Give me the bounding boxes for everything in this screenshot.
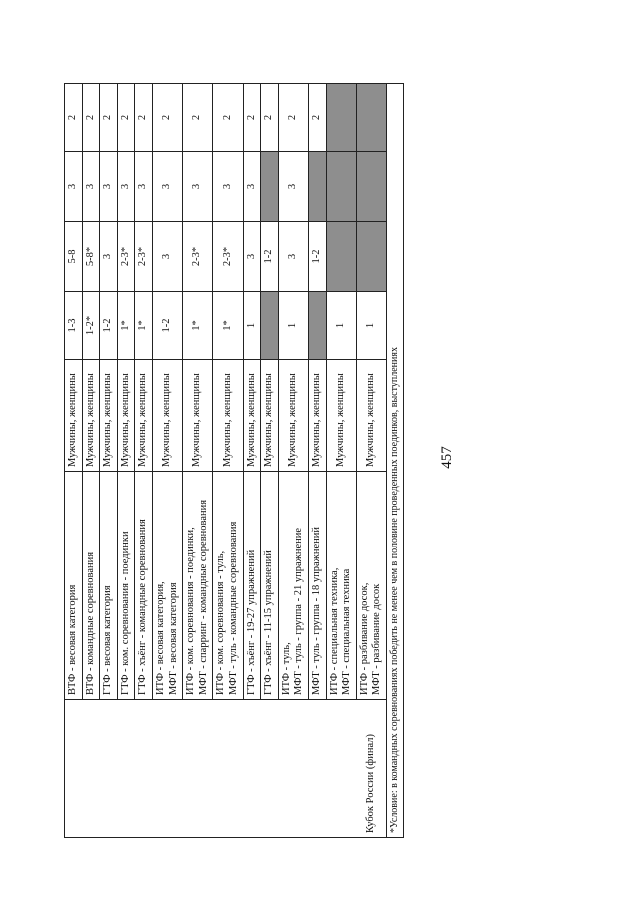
gender-cell: Мужчины, женщины: [356, 360, 386, 472]
place-cell: 2: [308, 84, 326, 152]
discipline-cell: ИТФ - туль, МФТ - туль - группа - 21 упражнение: [278, 472, 308, 700]
place-cell: 2: [152, 84, 182, 152]
gender-cell: Мужчины, женщины: [117, 360, 135, 472]
place-cell: 3: [100, 222, 118, 292]
page-number: 457: [438, 446, 455, 469]
gender-cell: Мужчины, женщины: [278, 360, 308, 472]
place-cell: 3: [152, 152, 182, 222]
place-cell: 3: [100, 152, 118, 222]
place-cell: 2-3*: [183, 222, 213, 292]
place-cell: 2: [65, 84, 83, 152]
place-cell: 3: [152, 222, 182, 292]
place-cell: 1-2: [100, 292, 118, 360]
discipline-cell: ВТФ - командные соревнования: [82, 472, 100, 700]
gender-cell: Мужчины, женщины: [100, 360, 118, 472]
discipline-cell: ГТФ - хъёнг - 19-27 упражнений: [243, 472, 261, 700]
place-cell: 1*: [213, 292, 243, 360]
place-cell: 2: [100, 84, 118, 152]
place-cell: [326, 152, 356, 222]
table-row: [65, 84, 83, 838]
place-cell: 2: [183, 84, 213, 152]
place-cell: 3: [243, 222, 261, 292]
discipline-cell: МФТ - туль - группа - 18 упражнений: [308, 472, 326, 700]
competition-name: Кубок России (финал): [65, 700, 387, 838]
gender-cell: Мужчины, женщины: [261, 360, 279, 472]
place-cell: 1*: [135, 292, 153, 360]
discipline-cell: ИТФ - ком. соревнования - туль, МФТ - туль - командные соревнования: [213, 472, 243, 700]
place-cell: 2-3*: [135, 222, 153, 292]
place-cell: [356, 84, 386, 152]
place-cell: 1: [326, 292, 356, 360]
gender-cell: Мужчины, женщины: [65, 360, 83, 472]
gender-cell: Мужчины, женщины: [213, 360, 243, 472]
discipline-cell: ГТФ - хъёнг - 11-15 упражнений: [261, 472, 279, 700]
gender-cell: Мужчины, женщины: [326, 360, 356, 472]
rotated-document: [64, 84, 501, 838]
place-cell: 1-2: [261, 222, 279, 292]
place-cell: [356, 222, 386, 292]
discipline-cell: ГТФ - хъёнг - командные соревнования: [135, 472, 153, 700]
place-cell: 3: [213, 152, 243, 222]
place-cell: 3: [278, 222, 308, 292]
place-cell: 2-3*: [117, 222, 135, 292]
place-cell: 1-2*: [82, 292, 100, 360]
place-cell: 1: [278, 292, 308, 360]
gender-cell: Мужчины, женщины: [308, 360, 326, 472]
place-cell: 1: [243, 292, 261, 360]
place-cell: 3: [243, 152, 261, 222]
place-cell: 3: [278, 152, 308, 222]
place-cell: 3: [183, 152, 213, 222]
footnote-row: [386, 84, 403, 838]
place-cell: [326, 222, 356, 292]
results-table: [64, 83, 404, 838]
place-cell: [308, 152, 326, 222]
place-cell: 1: [356, 292, 386, 360]
place-cell: 3: [65, 152, 83, 222]
place-cell: 2: [261, 84, 279, 152]
gender-cell: Мужчины, женщины: [135, 360, 153, 472]
gender-cell: Мужчины, женщины: [243, 360, 261, 472]
discipline-cell: ГТФ - весовая категория: [100, 472, 118, 700]
place-cell: 2: [213, 84, 243, 152]
gender-cell: Мужчины, женщины: [82, 360, 100, 472]
place-cell: 3: [117, 152, 135, 222]
discipline-cell: ИТФ - разбивание досок, МФТ - разбивание досок: [356, 472, 386, 700]
place-cell: 3: [135, 152, 153, 222]
place-cell: 2-3*: [213, 222, 243, 292]
place-cell: [356, 152, 386, 222]
gender-cell: Мужчины, женщины: [183, 360, 213, 472]
place-cell: 3: [82, 152, 100, 222]
place-cell: [326, 84, 356, 152]
place-cell: 2: [278, 84, 308, 152]
discipline-cell: ГТФ - ком. соревнования - поединки: [117, 472, 135, 700]
place-cell: 1*: [117, 292, 135, 360]
place-cell: 5-8: [65, 222, 83, 292]
table-body: [65, 84, 404, 838]
discipline-cell: ВТФ - весовая категория: [65, 472, 83, 700]
footnote: *Условие: в командных соревнованиях победить не менее чем в половине проведенных поединков, выступлениях: [386, 84, 403, 838]
discipline-cell: ИТФ - весовая категория, МФТ - весовая категория: [152, 472, 182, 700]
discipline-cell: ИТФ - специальная техника, МФТ - специальная техника: [326, 472, 356, 700]
place-cell: [308, 292, 326, 360]
place-cell: 1-2: [152, 292, 182, 360]
place-cell: [261, 292, 279, 360]
place-cell: 2: [117, 84, 135, 152]
discipline-cell: ИТФ - ком. соревнования - поединки, МФТ - спарринг - командные соревнования: [183, 472, 213, 700]
place-cell: 1-3: [65, 292, 83, 360]
place-cell: 5-8*: [82, 222, 100, 292]
place-cell: [261, 152, 279, 222]
place-cell: 1-2: [308, 222, 326, 292]
gender-cell: Мужчины, женщины: [152, 360, 182, 472]
place-cell: 2: [135, 84, 153, 152]
place-cell: 1*: [183, 292, 213, 360]
place-cell: 2: [82, 84, 100, 152]
place-cell: 2: [243, 84, 261, 152]
